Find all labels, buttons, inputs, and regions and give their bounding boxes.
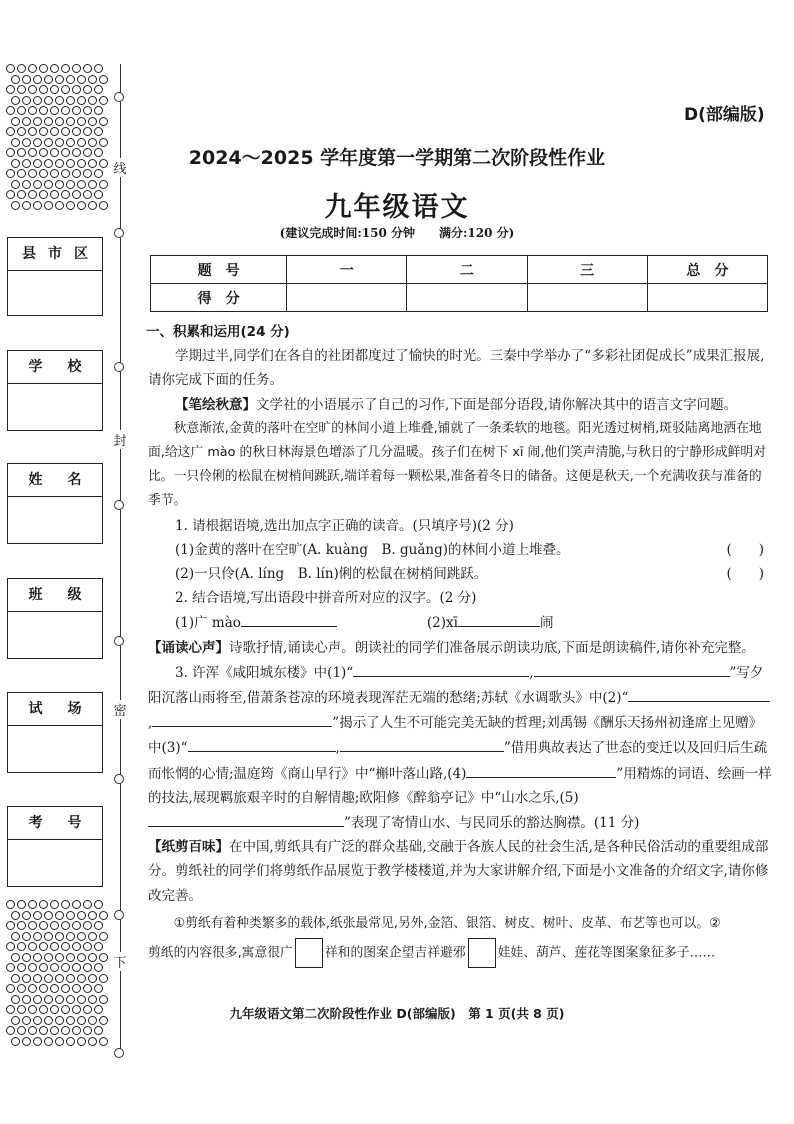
decorative-dot — [99, 974, 108, 983]
label-char: 名 — [67, 472, 82, 488]
decorative-dot — [88, 932, 97, 941]
binding-circle — [114, 500, 124, 510]
answer-blank[interactable] — [188, 735, 336, 752]
paper-cut-paragraph-2 — [148, 938, 774, 968]
label-char: 试 — [28, 701, 43, 717]
decorative-dot — [6, 900, 15, 909]
decorative-dot — [17, 106, 26, 115]
label-char: 市 — [48, 246, 62, 262]
decorative-dot — [33, 75, 42, 84]
decorative-dot — [44, 974, 53, 983]
decorative-dot — [55, 96, 64, 105]
question-text: 3. 许浑《咸阳城东楼》中(1)“ — [175, 664, 354, 681]
decorative-dot — [28, 921, 37, 930]
decorative-dot — [28, 942, 37, 951]
answer-blank[interactable] — [152, 710, 332, 727]
decorative-dot — [6, 963, 15, 972]
decorative-dot — [77, 932, 86, 941]
decorative-dot-pattern-bottom — [6, 900, 106, 1050]
table-cell: 题 号 — [151, 256, 287, 284]
decorative-dot — [22, 911, 31, 920]
decorative-dot — [94, 921, 103, 930]
decorative-dot — [88, 911, 97, 920]
decorative-dot — [6, 127, 15, 136]
question-text: (2)一只伶(A. líng B. lín)俐的松鼠在树梢间跳跃。 — [175, 566, 488, 583]
question-3 — [148, 660, 774, 835]
decorative-dot — [99, 117, 108, 126]
decorative-dot — [61, 900, 70, 909]
decorative-dot — [83, 921, 92, 930]
decorative-dot — [28, 169, 37, 178]
decorative-dot — [66, 995, 75, 1004]
decorative-dot — [28, 984, 37, 993]
decorative-dot — [55, 911, 64, 920]
decorative-dot — [55, 953, 64, 962]
answer-blank[interactable] — [670, 685, 770, 702]
subject-title: 九年级语文 — [324, 192, 470, 223]
label-char: 班 — [28, 587, 43, 603]
table-cell: 二 — [407, 256, 527, 284]
decorative-dot — [22, 96, 31, 105]
decorative-dot — [99, 995, 108, 1004]
decorative-dot — [6, 942, 15, 951]
decorative-dot — [72, 921, 81, 930]
decorative-dot — [77, 974, 86, 983]
decorative-dot — [66, 1037, 75, 1046]
answer-paren[interactable]: ( ) — [726, 541, 764, 558]
name-field[interactable] — [7, 463, 103, 544]
table-row — [151, 256, 768, 284]
question-text: ”用精炼的词语、绘画一样的技法,展现羁旅艰辛时的自解情趣;欧阳修《醉翁亭记》中“山水之乐,(5) — [148, 765, 772, 806]
question-1: 1. 请根据语境,选出加点字正确的读音。(只填序号)(2 分) — [175, 517, 514, 534]
decorative-dot — [77, 96, 86, 105]
decorative-dot — [50, 127, 59, 136]
exam-room-field[interactable] — [7, 692, 103, 773]
decorative-dot — [17, 64, 26, 73]
table-cell: 得 分 — [151, 284, 287, 312]
answer-blank[interactable] — [534, 660, 730, 677]
decorative-dot — [6, 921, 15, 930]
decorative-dot — [11, 96, 20, 105]
decorative-dot — [44, 75, 53, 84]
decorative-dot — [83, 85, 92, 94]
decorative-dot — [77, 911, 86, 920]
decorative-dot — [83, 169, 92, 178]
decorative-dot — [77, 953, 86, 962]
decorative-dot — [61, 127, 70, 136]
decorative-dot — [83, 942, 92, 951]
decorative-dot — [28, 106, 37, 115]
decorative-dot — [99, 911, 108, 920]
question-text: (2)xī — [426, 615, 458, 632]
decorative-dot — [28, 963, 37, 972]
decorative-dot — [77, 117, 86, 126]
decorative-dot — [50, 106, 59, 115]
decorative-dot — [28, 64, 37, 73]
decorative-dot — [17, 921, 26, 930]
question-text: 写夕阳沉落山雨将至,借萧条苍凉的环境表现浑茫无端的愁绪;苏轼《水调歌头》中(2)“ — [148, 664, 764, 707]
decorative-dot — [28, 1026, 37, 1035]
decorative-dot — [6, 85, 15, 94]
decorative-dot — [17, 127, 26, 136]
decorative-dot — [22, 953, 31, 962]
decorative-dot — [83, 963, 92, 972]
decorative-dot — [50, 1026, 59, 1035]
task2-paragraph — [148, 636, 774, 660]
decorative-dot — [72, 900, 81, 909]
decorative-dot — [55, 1037, 64, 1046]
decorative-dot — [33, 117, 42, 126]
decorative-dot — [39, 900, 48, 909]
decorative-dot — [61, 106, 70, 115]
decorative-dot — [39, 963, 48, 972]
decorative-dot — [83, 1026, 92, 1035]
decorative-dot — [39, 942, 48, 951]
decorative-dot — [66, 75, 75, 84]
decorative-dot — [50, 984, 59, 993]
decorative-dot — [6, 169, 15, 178]
edition-label: D(部编版) — [684, 105, 765, 125]
decorative-dot — [44, 117, 53, 126]
question-text: (1)金黄的落叶在空旷(A. kuàng B. guǎng)的林间小道上堆叠。 — [175, 541, 570, 558]
decorative-dot — [61, 64, 70, 73]
question-1b — [148, 562, 774, 586]
binding-char-feng: 封 — [111, 430, 129, 449]
decorative-dot — [94, 1026, 103, 1035]
task-tag: 【诵读心声】 — [148, 639, 229, 656]
decorative-dot — [88, 1037, 97, 1046]
decorative-dot — [66, 911, 75, 920]
decorative-dot — [28, 85, 37, 94]
task3-paragraph — [148, 835, 774, 908]
decorative-dot — [55, 974, 64, 983]
decorative-dot — [6, 64, 15, 73]
decorative-dot — [50, 942, 59, 951]
answer-blank[interactable] — [458, 610, 540, 627]
decorative-dot — [17, 1026, 26, 1035]
label-char: 学 — [28, 359, 43, 375]
decorative-dot — [17, 942, 26, 951]
binding-circle — [114, 910, 124, 920]
school-field[interactable] — [7, 350, 103, 431]
intro-paragraph: 学期过半,同学们在各自的社团都度过了愉快的时光。三秦中学举办了“多彩社团促成长”成果汇报展,请你完成下面的任务。 — [148, 348, 765, 389]
label-char: 姓 — [28, 472, 43, 488]
question-text: , — [335, 740, 340, 757]
decorative-dot — [61, 984, 70, 993]
answer-blank[interactable] — [628, 685, 670, 702]
decorative-dot — [17, 85, 26, 94]
decorative-dot — [55, 75, 64, 84]
task-text: 诗歌抒情,诵读心声。朗读社的同学们准备展示朗读功底,下面是朗读稿件,请你补充完整。 — [229, 639, 755, 656]
score-table — [150, 255, 768, 312]
decorative-dot — [61, 85, 70, 94]
decorative-dot — [44, 995, 53, 1004]
decorative-dot — [22, 995, 31, 1004]
decorative-dot — [94, 900, 103, 909]
decorative-dot — [61, 942, 70, 951]
decorative-dot — [88, 974, 97, 983]
paragraph-text: 娃娃、葫芦、莲花等图案象征多子…… — [497, 945, 716, 961]
decorative-dot — [22, 932, 31, 941]
decorative-dot — [72, 984, 81, 993]
binding-circle — [114, 1048, 124, 1058]
decorative-dot — [17, 984, 26, 993]
decorative-dot — [77, 995, 86, 1004]
question-text: ”表现了寄情山水、与民同乐的豁达胸襟。(11 分) — [344, 815, 640, 832]
label-char: 区 — [74, 246, 88, 262]
binding-char-mi: 密 — [111, 700, 129, 719]
label-char: 考 — [28, 815, 43, 831]
decorative-dot — [55, 117, 64, 126]
decorative-dot — [39, 1026, 48, 1035]
decorative-dot — [88, 117, 97, 126]
decorative-dot — [83, 106, 92, 115]
task1-paragraph — [148, 393, 774, 417]
decorative-dot — [39, 169, 48, 178]
decorative-dot — [11, 911, 20, 920]
decorative-dot — [94, 984, 103, 993]
decorative-dot — [72, 942, 81, 951]
question-1a — [148, 538, 774, 562]
binding-circle — [114, 92, 124, 102]
score-input-cell[interactable] — [527, 284, 647, 312]
decorative-dot — [55, 932, 64, 941]
binding-char-xia: 下 — [111, 952, 129, 971]
decorative-dot — [66, 96, 75, 105]
label-char: 级 — [67, 587, 82, 603]
answer-blank[interactable] — [340, 735, 490, 752]
page-footer: 九年级语文第二次阶段性作业 D(部编版) 第 1 页(共 8 页) — [229, 1006, 565, 1021]
decorative-dot — [11, 117, 20, 126]
section-title: 一、积累和运用(24 分) — [146, 324, 290, 340]
decorative-dot — [44, 96, 53, 105]
timing-info: (建议完成时间:150 分钟 满分:120 分) — [279, 226, 515, 240]
task-tag: 【纸剪百味】 — [148, 839, 229, 856]
paragraph-text: ①剪纸有着种类繁多的载体,纸张最常见,另外,金箔、银箔、树皮、树叶、皮革、布艺等也可以。② — [173, 915, 721, 931]
decorative-dot — [83, 127, 92, 136]
decorative-dot — [39, 85, 48, 94]
decorative-dot — [72, 85, 81, 94]
binding-circle — [114, 636, 124, 646]
answer-blank[interactable] — [353, 660, 529, 677]
table-cell: 三 — [527, 256, 647, 284]
decorative-dot — [66, 932, 75, 941]
decorative-dot — [50, 85, 59, 94]
decorative-dot — [6, 984, 15, 993]
answer-blank[interactable] — [241, 610, 337, 627]
decorative-dot — [88, 953, 97, 962]
decorative-dot — [61, 169, 70, 178]
label-char: 号 — [67, 815, 82, 831]
decorative-dot — [88, 96, 97, 105]
label-char: 县 — [22, 246, 36, 262]
binding-char-xian: 线 — [111, 158, 129, 177]
punctuation-box[interactable] — [295, 938, 323, 968]
score-input-cell[interactable] — [287, 284, 407, 312]
answer-paren[interactable]: ( ) — [726, 566, 764, 583]
decorative-dot — [50, 169, 59, 178]
task-text: 文学社的小语展示了自己的习作,下面是部分语段,请你解决其中的语言文字问题。 — [256, 396, 738, 413]
question-text: , — [529, 664, 534, 681]
question-text: ”借用典故表达了世态的变迁以及回归后生疏而怅惘的心情;温庭筠《商山早行》中“槲叶落山路,(4) — [148, 740, 768, 782]
answer-blank[interactable] — [466, 761, 616, 778]
decorative-dot — [11, 932, 20, 941]
decorative-dot — [66, 974, 75, 983]
decorative-dot — [44, 932, 53, 941]
decorative-dot — [66, 117, 75, 126]
label-char: 校 — [67, 359, 82, 375]
decorative-dot — [44, 953, 53, 962]
decorative-dot — [39, 106, 48, 115]
question-2: 2. 结合语境,写出语段中拼音所对应的汉字。(2 分) — [175, 590, 477, 607]
question-text: 闹 — [539, 615, 554, 632]
decorative-dot — [72, 963, 81, 972]
decorative-dot — [72, 169, 81, 178]
decorative-dot — [39, 127, 48, 136]
decorative-dot — [33, 911, 42, 920]
decorative-dot — [39, 984, 48, 993]
paragraph-text: 祥和的图案企望吉祥避邪 — [324, 945, 466, 961]
table-row — [151, 284, 768, 312]
decorative-dot — [11, 995, 20, 1004]
decorative-dot — [28, 900, 37, 909]
decorative-dot — [28, 127, 37, 136]
decorative-dot — [72, 1026, 81, 1035]
decorative-dot — [11, 953, 20, 962]
decorative-dot — [22, 75, 31, 84]
decorative-dot — [83, 984, 92, 993]
decorative-dot — [33, 96, 42, 105]
question-text: ” — [729, 664, 737, 681]
decorative-dot — [77, 1037, 86, 1046]
decorative-dot — [99, 932, 108, 941]
decorative-dot — [22, 974, 31, 983]
decorative-dot — [22, 1037, 31, 1046]
table-cell: 总 分 — [647, 256, 767, 284]
decorative-dot — [44, 1037, 53, 1046]
decorative-dot — [6, 106, 15, 115]
task-text: 在中国,剪纸具有广泛的群众基础,交融于各族人民的社会生活,是各种民俗活动的重要组成部分。剪纸社的同学们将剪纸作品展览于教学楼楼道,并为大家讲解介绍,下面是小文准备的介绍文字,请你修改完善。 — [148, 839, 769, 904]
decorative-dot — [94, 85, 103, 94]
decorative-dot — [50, 64, 59, 73]
binding-circle — [114, 362, 124, 372]
class-field[interactable] — [7, 578, 103, 659]
decorative-dot — [94, 963, 103, 972]
decorative-dot — [99, 75, 108, 84]
score-input-cell[interactable] — [407, 284, 527, 312]
decorative-dot — [61, 921, 70, 930]
decorative-dot — [72, 106, 81, 115]
decorative-dot — [88, 995, 97, 1004]
table-cell: 一 — [287, 256, 407, 284]
decorative-dot — [44, 911, 53, 920]
decorative-dot — [33, 953, 42, 962]
decorative-dot — [33, 1037, 42, 1046]
decorative-dot — [55, 995, 64, 1004]
decorative-dot — [22, 117, 31, 126]
decorative-dot — [50, 963, 59, 972]
decorative-dot — [99, 96, 108, 105]
question-2-blanks — [148, 610, 774, 635]
exam-number-field[interactable] — [7, 806, 103, 887]
decorative-dot — [83, 64, 92, 73]
question-text: ”揭示了人生不可能完美无缺的哲理;刘禹锡《酬乐天扬州初逢席上见赠》中(3)“ — [148, 715, 763, 757]
decorative-dot — [50, 900, 59, 909]
decorative-dot — [99, 953, 108, 962]
reading-passage: 秋意渐浓,金黄的落叶在空旷的林间小道上堆叠,铺就了一条柔软的地毯。阳光透过树梢,斑驳陆离地洒在地面,给这广 mào 的秋日林海景色增添了几分温暖。孩子们在树下 xī 闹,他们笑声清脆,与秋日的宁静形成鲜明对比。一只伶俐的松鼠在树梢间跳跃,端详着每一颗松果,准备着冬日的储备。这便是秋天,一个充满收获与准备的季节。 — [148, 420, 767, 509]
decorative-dot — [39, 64, 48, 73]
decorative-dot — [11, 974, 20, 983]
decorative-dot — [39, 921, 48, 930]
decorative-dot — [94, 127, 103, 136]
paper-cut-paragraph — [148, 912, 774, 936]
decorative-dot — [11, 75, 20, 84]
decorative-dot — [72, 64, 81, 73]
binding-circle — [114, 774, 124, 784]
decorative-dot — [99, 1037, 108, 1046]
decorative-dot — [72, 127, 81, 136]
decorative-dot — [94, 64, 103, 73]
answer-blank[interactable] — [490, 735, 504, 752]
decorative-dot — [94, 169, 103, 178]
decorative-dot — [77, 75, 86, 84]
decorative-dot — [61, 963, 70, 972]
decorative-dot — [94, 106, 103, 115]
answer-blank[interactable] — [148, 810, 344, 827]
decorative-dot — [88, 75, 97, 84]
decorative-dot — [66, 953, 75, 962]
decorative-dot — [6, 1026, 15, 1035]
decorative-dot — [94, 942, 103, 951]
punctuation-box[interactable] — [468, 938, 496, 968]
decorative-dot — [83, 900, 92, 909]
exam-title: 2024～2025 学年度第一学期第二次阶段性作业 — [188, 147, 606, 169]
county-field[interactable] — [7, 237, 103, 316]
decorative-dot — [11, 1037, 20, 1046]
paragraph-text: 剪纸的内容很多,寓意很广 — [148, 945, 293, 961]
question-content — [148, 320, 774, 968]
decorative-dot — [33, 932, 42, 941]
decorative-dot — [17, 963, 26, 972]
decorative-dot — [17, 900, 26, 909]
decorative-dot — [61, 1026, 70, 1035]
score-input-cell[interactable] — [647, 284, 767, 312]
question-text: , — [148, 715, 153, 732]
label-char: 场 — [67, 701, 82, 717]
question-text: (1)广 mào — [175, 615, 241, 632]
task-tag: 【笔绘秋意】 — [175, 396, 256, 413]
decorative-dot — [17, 169, 26, 178]
decorative-dot — [33, 974, 42, 983]
decorative-dot — [50, 921, 59, 930]
decorative-dot — [33, 995, 42, 1004]
